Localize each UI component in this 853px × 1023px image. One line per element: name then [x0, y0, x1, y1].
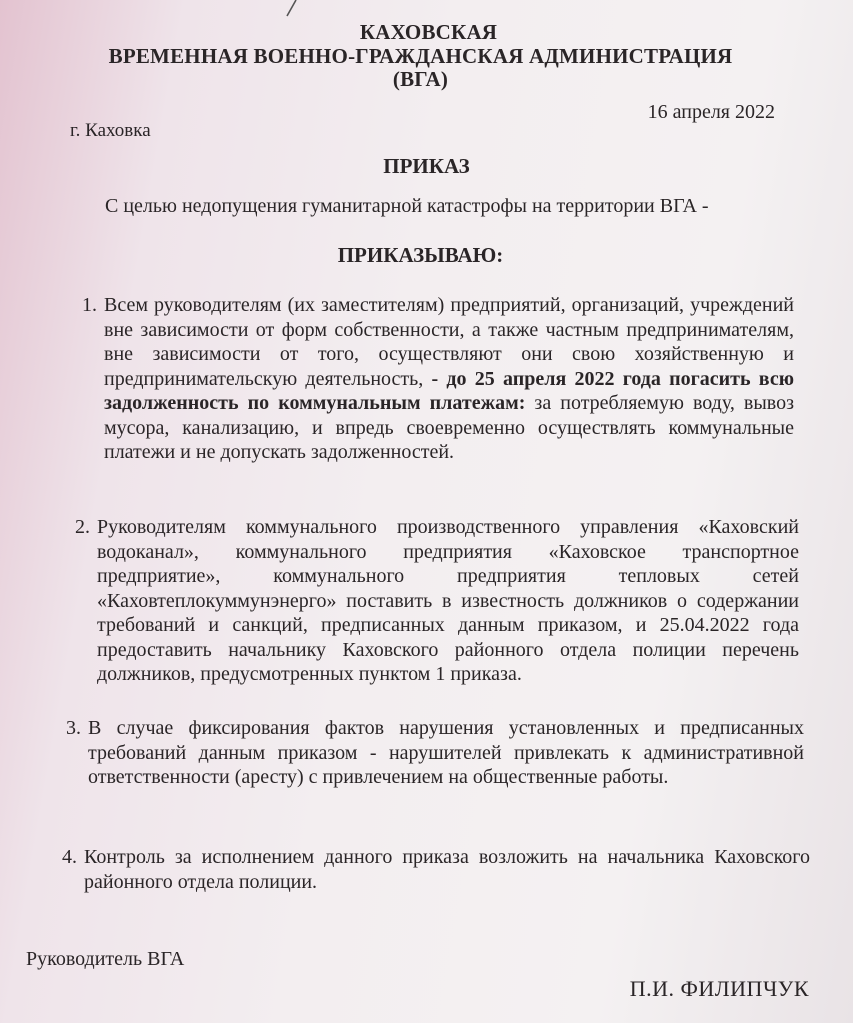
- list-item-4: [62, 845, 810, 894]
- item-number: 1.: [82, 294, 97, 316]
- pen-stroke-mark: [283, 0, 299, 18]
- header-line-1: КАХОВСКАЯ: [359, 20, 498, 44]
- item-text: В случае фиксирования фактов нарушения установленных и предписанных требований данным приказом - нарушителей привлекать к административной ответственности (аресту) с привлечением на общественные работы.: [88, 717, 804, 788]
- header-line-2: ВРЕМЕННАЯ ВОЕННО-ГРАЖДАНСКАЯ АДМИНИСТРАЦИЯ: [108, 44, 733, 68]
- item-text: [104, 293, 794, 465]
- intro-text: С целью недопущения гуманитарной катастрофы на территории ВГА -: [105, 195, 709, 217]
- item-text: Руководителям коммунального производственного управления «Каховский водоканал», коммунального предприятия «Каховское транспортное предприятие», коммунального предприятия тепловых сетей «Каховтеплокуммунэнерго» поставить в известность должников о содержании требований и санкций, предписанных данным приказом, и 25.04.2022 года предоставить начальнику Каховского районного отдела полиции перечень должников, предусмотренных пунктом 1 приказа.: [97, 516, 799, 685]
- list-item-2: [75, 515, 799, 687]
- document-date: 16 апреля 2022: [647, 101, 775, 123]
- item-number: 2.: [75, 516, 90, 538]
- order-heading: ПРИКАЗЫВАЮ:: [337, 243, 504, 267]
- item-number: 3.: [66, 717, 81, 739]
- signatory-position: Руководитель ВГА: [26, 948, 185, 970]
- item-text-bold: - до 25 апреля 2022 года погасить всю задолженность по коммунальным платежам:: [104, 367, 794, 414]
- item-number: 4.: [62, 846, 77, 868]
- list-item-3: [66, 716, 804, 790]
- item-text-part: за потребляемую воду, вывоз мусора, канализацию, и впредь своевременно осуществлять коммунальные платежи и не допускать задолженностей.: [104, 392, 795, 463]
- header-line-3: (ВГА): [392, 67, 449, 91]
- item-text: Контроль за исполнением данного приказа возложить на начальника Каховского районного отдела полиции.: [84, 846, 810, 893]
- signatory-name: П.И. ФИЛИПЧУК: [629, 976, 809, 1001]
- list-item-1: [82, 293, 795, 465]
- document-title: ПРИКАЗ: [383, 154, 470, 178]
- document-city: г. Каховка: [70, 120, 151, 141]
- item-text-part: Всем руководителям (их заместителям) предприятий, организаций, учреждений вне зависимости от форм собственности, а также частным предпринимателям, вне зависимости от того, осуществляют они свою хозяйственную и предпринимательскую деятельность,: [104, 294, 794, 390]
